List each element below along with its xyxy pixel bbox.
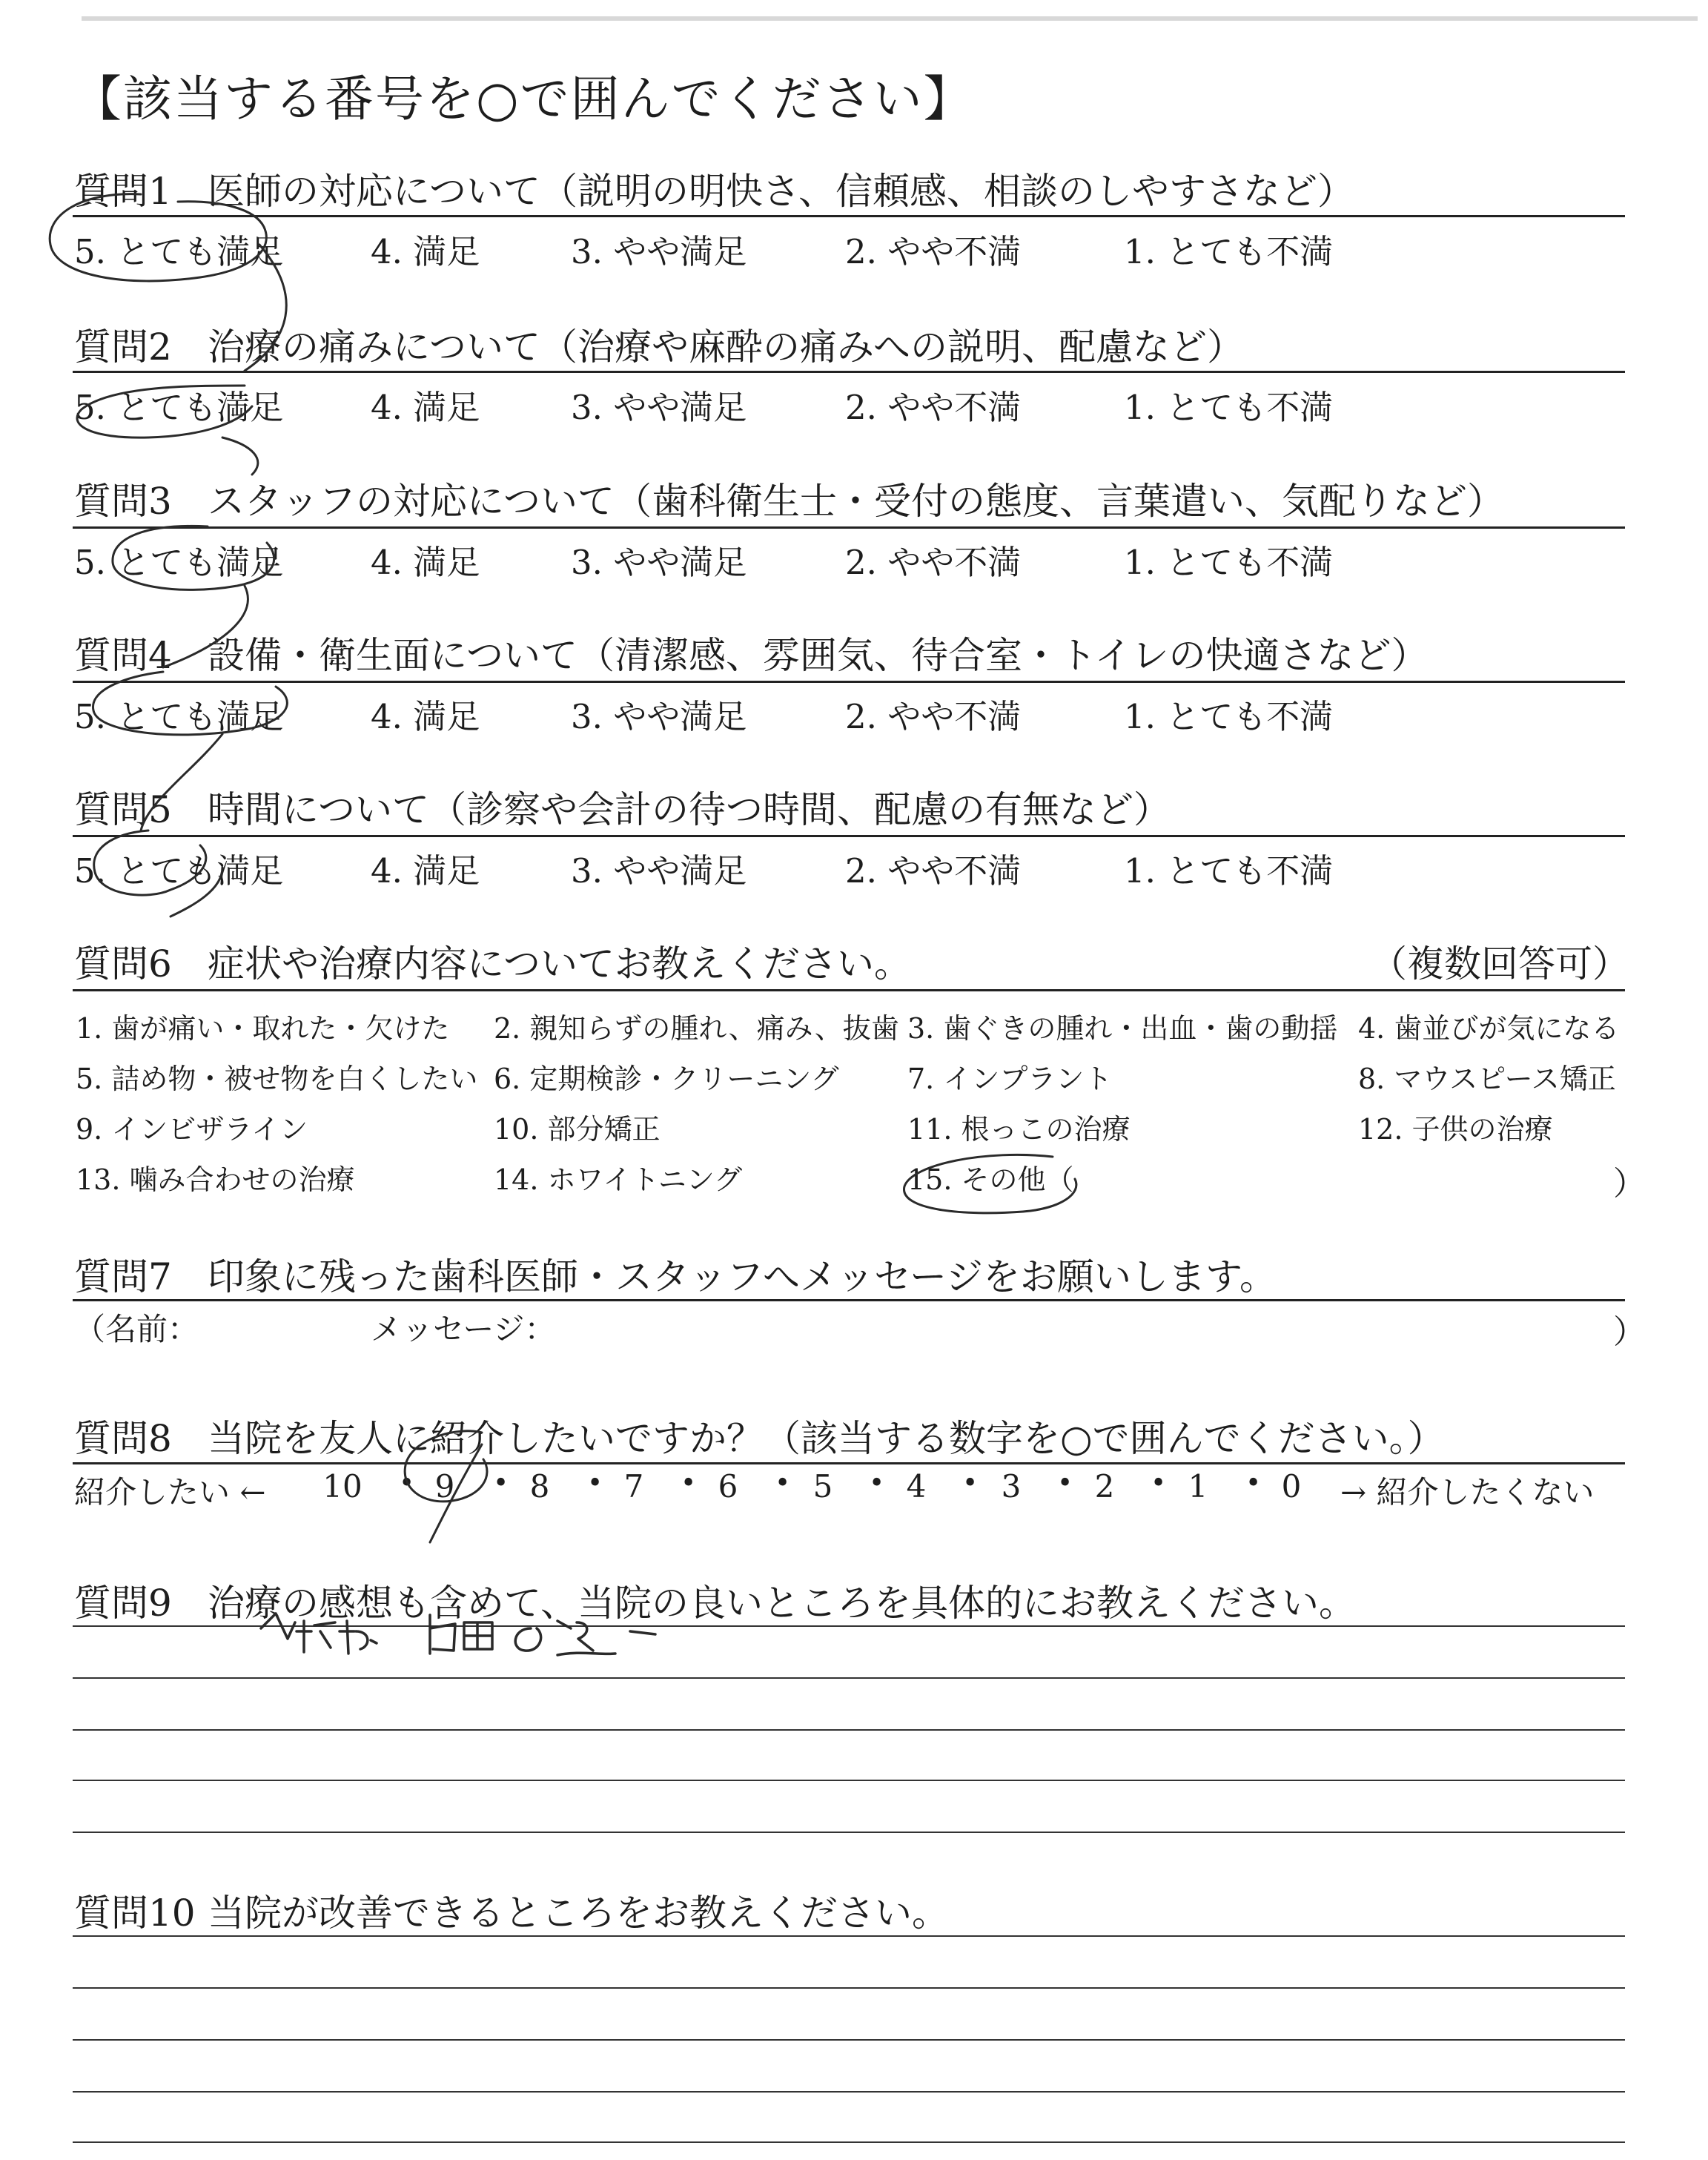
question-number: 質問5 xyxy=(74,788,172,831)
q2-option-2[interactable]: 2. やや不満 xyxy=(845,388,1022,427)
scale-value[interactable]: 0 xyxy=(1281,1468,1302,1505)
scale-value[interactable]: 4 xyxy=(906,1468,927,1505)
answer-line xyxy=(73,2141,1625,2143)
q2-option-1[interactable]: 1. とても不満 xyxy=(1124,388,1334,427)
question-8-title xyxy=(74,1409,1445,1462)
scale-value[interactable]: 5 xyxy=(812,1468,833,1505)
symptom-option[interactable]: 8. マウスピース矯正 xyxy=(1358,1063,1616,1095)
question-number: 質問9 xyxy=(74,1582,172,1625)
q5-option-3[interactable]: 3. やや満足 xyxy=(571,851,747,891)
scale-right-label: → 紹介したくない xyxy=(1340,1474,1595,1510)
scale-dot: • xyxy=(962,1468,979,1499)
scale-value[interactable]: 3 xyxy=(1001,1468,1022,1505)
q5-option-5[interactable]: 5. とても満足 xyxy=(74,851,284,891)
q3-option-4[interactable]: 4. 満足 xyxy=(371,543,480,582)
ink-stroke xyxy=(222,437,258,475)
divider xyxy=(73,371,1625,373)
scale-dot: • xyxy=(1057,1468,1073,1499)
symptom-option-other[interactable]: 15. その他（ xyxy=(907,1163,1074,1196)
symptom-option[interactable]: 7. インプラント xyxy=(907,1063,1113,1095)
symptom-option[interactable]: 3. 歯ぐきの腫れ・出血・歯の動揺 xyxy=(907,1012,1338,1045)
answer-line xyxy=(73,1987,1625,1989)
divider xyxy=(73,215,1625,217)
question-3-title xyxy=(74,472,1504,525)
answer-line xyxy=(73,1625,1625,1627)
scale-value[interactable]: 2 xyxy=(1094,1468,1115,1505)
scale-value[interactable]: 9 xyxy=(434,1468,455,1505)
close-paren: ） xyxy=(1613,1165,1646,1203)
symptom-option[interactable]: 10. 部分矯正 xyxy=(494,1113,661,1146)
divider xyxy=(73,1462,1625,1464)
question-text: 症状や治療内容についてお教えください。 xyxy=(208,942,911,985)
symptom-option[interactable]: 1. 歯が痛い・取れた・欠けた xyxy=(76,1012,450,1045)
q3-option-1[interactable]: 1. とても不満 xyxy=(1124,543,1334,582)
symptom-option[interactable]: 4. 歯並びが気になる xyxy=(1358,1012,1620,1045)
q4-option-3[interactable]: 3. やや満足 xyxy=(571,697,747,736)
symptom-option[interactable]: 11. 根っこの治療 xyxy=(907,1113,1131,1146)
divider xyxy=(73,989,1625,991)
symptom-option[interactable]: 2. 親知らずの腫れ、痛み、抜歯 xyxy=(494,1012,899,1045)
q4-option-4[interactable]: 4. 満足 xyxy=(371,697,480,736)
answer-line xyxy=(73,1677,1625,1679)
scale-value[interactable]: 10 xyxy=(322,1468,363,1505)
question-5-title xyxy=(74,780,1171,833)
q1-option-1[interactable]: 1. とても不満 xyxy=(1124,232,1334,271)
scale-left-label: 紹介したい ← xyxy=(74,1474,266,1510)
q1-option-4[interactable]: 4. 満足 xyxy=(371,232,480,271)
symptom-option[interactable]: 5. 詰め物・被せ物を白くしたい xyxy=(76,1063,478,1095)
q2-option-5[interactable]: 5. とても満足 xyxy=(74,388,284,427)
question-number: 質問8 xyxy=(74,1417,172,1460)
answer-line xyxy=(73,2039,1625,2041)
q5-option-1[interactable]: 1. とても不満 xyxy=(1124,851,1334,891)
question-text: 設備・衛生面について（清潔感、雰囲気、待合室・トイレの快適さなど） xyxy=(208,634,1429,677)
question-text: 当院を友人に紹介したいですか？（該当する数字を○で囲んでください。） xyxy=(208,1417,1445,1460)
question-text: 時間について（診察や会計の待つ時間、配慮の有無など） xyxy=(208,788,1171,831)
question-number: 質問7 xyxy=(74,1255,172,1298)
question-4-title xyxy=(74,626,1429,679)
scale-dot: • xyxy=(587,1468,603,1499)
q5-option-2[interactable]: 2. やや不満 xyxy=(845,851,1022,891)
scale-dot: • xyxy=(775,1468,791,1499)
message-label: メッセージ： xyxy=(371,1311,556,1347)
question-text: 当院が改善できるところをお教えください。 xyxy=(208,1892,949,1935)
question-6-title xyxy=(74,934,1629,988)
scale-dot: • xyxy=(869,1468,885,1499)
q4-option-1[interactable]: 1. とても不満 xyxy=(1124,697,1334,736)
answer-line xyxy=(73,2091,1625,2093)
question-9-title xyxy=(74,1573,1356,1627)
question-number: 質問2 xyxy=(74,326,172,369)
question-1-title xyxy=(74,162,1354,215)
divider xyxy=(73,681,1625,683)
question-text: 治療の痛みについて（治療や麻酔の痛みへの説明、配慮など） xyxy=(208,326,1244,369)
multiple-answers-note: （複数回答可） xyxy=(1370,942,1629,985)
q1-option-3[interactable]: 3. やや満足 xyxy=(571,232,747,271)
answer-line xyxy=(73,1832,1625,1833)
scale-dot: • xyxy=(399,1468,415,1499)
divider xyxy=(73,835,1625,837)
q2-option-4[interactable]: 4. 満足 xyxy=(371,388,480,427)
question-number: 質問10 xyxy=(74,1892,196,1935)
question-2-title xyxy=(74,317,1244,371)
scale-value[interactable]: 6 xyxy=(718,1468,738,1505)
q3-option-3[interactable]: 3. やや満足 xyxy=(571,543,747,582)
q1-option-2[interactable]: 2. やや不満 xyxy=(845,232,1022,271)
q2-option-3[interactable]: 3. やや満足 xyxy=(571,388,747,427)
close-paren: ） xyxy=(1613,1313,1646,1351)
question-text: スタッフの対応について（歯科衛生士・受付の態度、言葉遣い、気配りなど） xyxy=(208,480,1504,523)
scale-dot: • xyxy=(681,1468,697,1499)
q5-option-4[interactable]: 4. 満足 xyxy=(371,851,480,891)
q4-option-2[interactable]: 2. やや不満 xyxy=(845,697,1022,736)
name-label: （名前： xyxy=(74,1311,199,1347)
question-number: 質問6 xyxy=(74,942,172,985)
scan-edge xyxy=(82,16,1698,21)
scale-dot: • xyxy=(1245,1468,1262,1499)
symptom-option[interactable]: 13. 噛み合わせの治療 xyxy=(76,1163,355,1196)
divider xyxy=(73,1299,1625,1301)
form-heading: 【該当する番号を○で囲んでください】 xyxy=(73,70,974,128)
symptom-option[interactable]: 6. 定期検診・クリーニング xyxy=(494,1063,839,1095)
answer-line xyxy=(73,1935,1625,1937)
scale-dot: • xyxy=(493,1468,509,1499)
question-text: 印象に残った歯科医師・スタッフへメッセージをお願いします。 xyxy=(208,1255,1277,1298)
scale-value[interactable]: 8 xyxy=(529,1468,550,1505)
q1-option-5[interactable]: 5. とても満足 xyxy=(74,232,284,271)
divider xyxy=(73,526,1625,529)
question-text: 治療の感想も含めて、当院の良いところを具体的にお教えください。 xyxy=(208,1582,1356,1625)
answer-line xyxy=(73,1780,1625,1781)
scale-value[interactable]: 7 xyxy=(623,1468,644,1505)
question-number: 質問1 xyxy=(74,170,172,213)
question-10-title xyxy=(74,1883,949,1937)
q3-option-2[interactable]: 2. やや不満 xyxy=(845,543,1022,582)
symptom-option[interactable]: 12. 子供の治療 xyxy=(1358,1113,1553,1146)
scale-dot: • xyxy=(1151,1468,1167,1499)
question-7-title xyxy=(74,1247,1277,1301)
question-text: 医師の対応について（説明の明快さ、信頼感、相談のしやすさなど） xyxy=(208,170,1354,213)
q3-option-5[interactable]: 5. とても満足 xyxy=(74,543,284,582)
scale-value[interactable]: 1 xyxy=(1188,1468,1208,1505)
symptom-option[interactable]: 9. インビザライン xyxy=(76,1113,308,1146)
question-number: 質問3 xyxy=(74,480,172,523)
answer-line xyxy=(73,1729,1625,1731)
question-number: 質問4 xyxy=(74,634,172,677)
symptom-option[interactable]: 14. ホワイトニング xyxy=(494,1163,743,1196)
q4-option-5[interactable]: 5. とても満足 xyxy=(74,697,284,736)
